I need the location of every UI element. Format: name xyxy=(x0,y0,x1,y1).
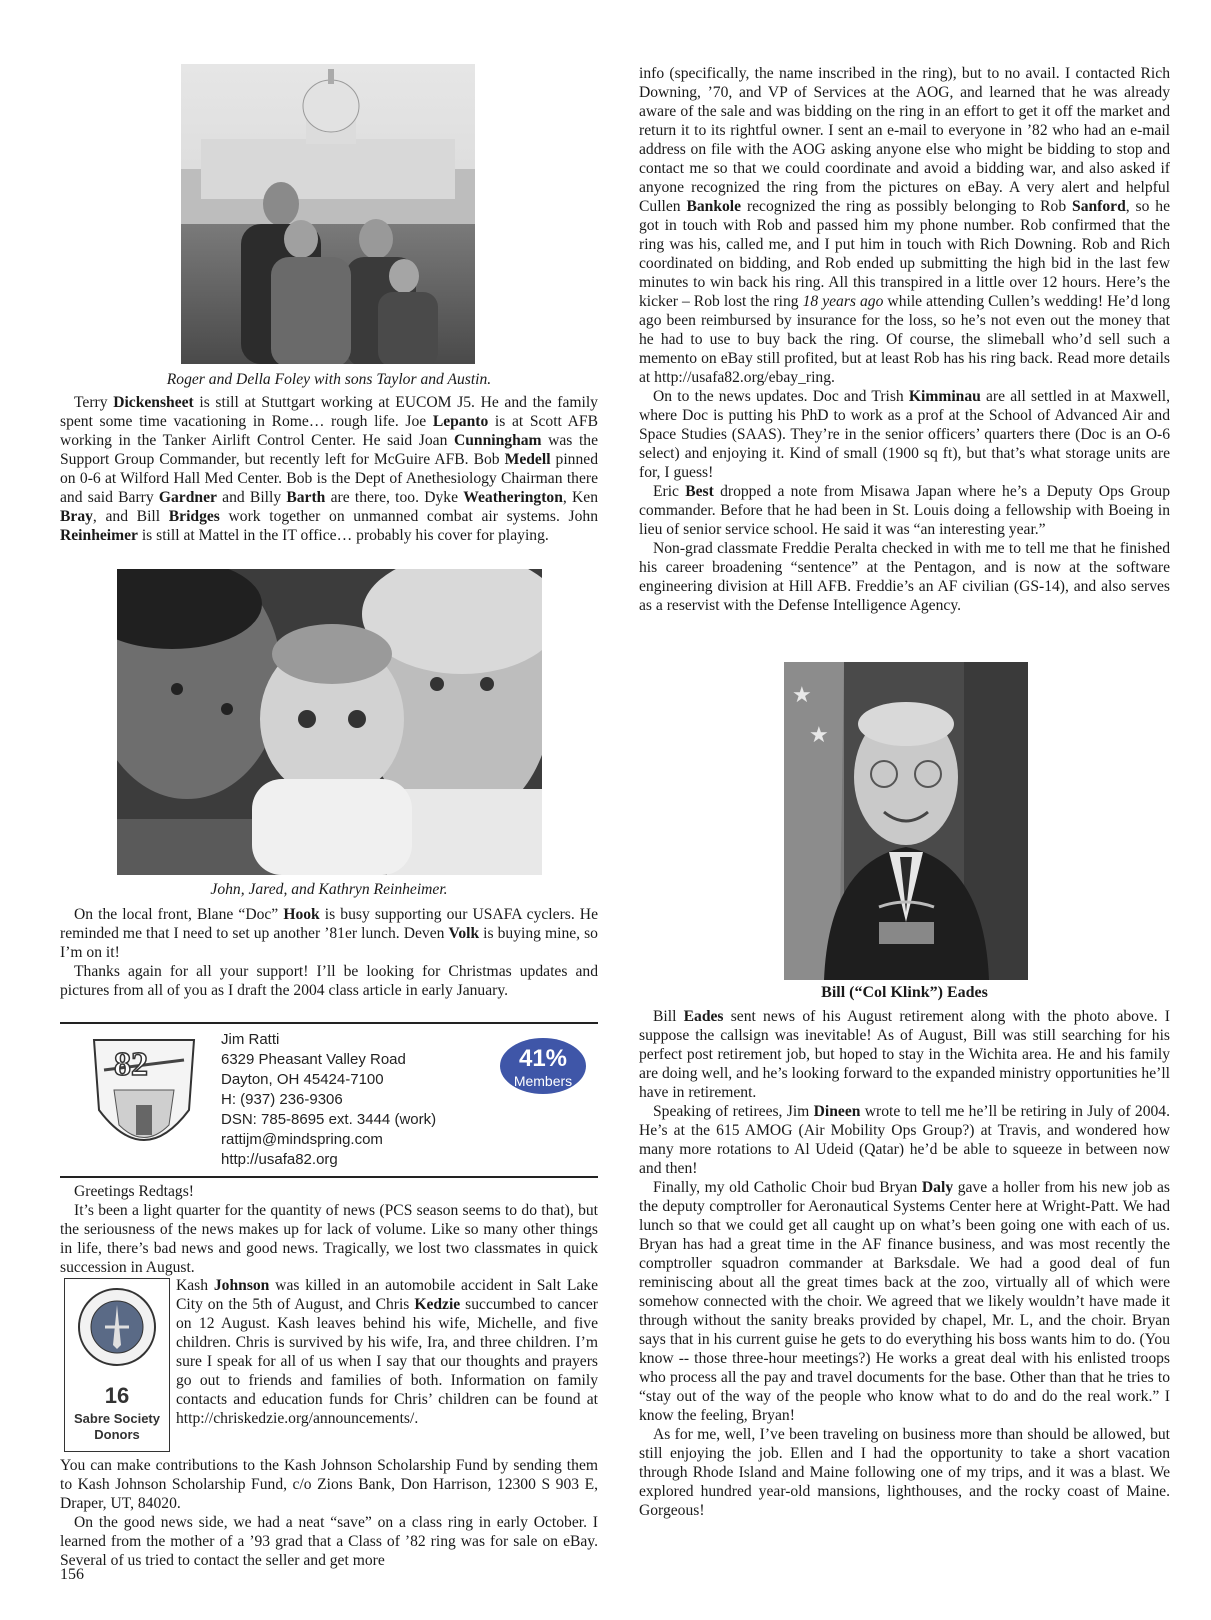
paragraph-kimminau: On to the news updates. Doc and Trish Kimminau are all settled in at Maxwell, where Doc is putting his PhD to work as a prof at the School of Advanced Air and Space Studies (SAAS). They’re in the senior officers’ quarters there (Doc is an O-6 select) and enjoying it. Kind of small (1900 sq ft), but that’s what storage units are for, I guess! xyxy=(639,388,1170,481)
sabre-label xyxy=(65,1411,169,1443)
caption-eades: Bill (“Col Klink”) Eades xyxy=(821,984,988,1001)
paragraph-scholarship-fund: You can make contributions to the Kash Johnson Scholarship Fund by sending them to Kash Johnson Scholarship Fund, c/o Zions Bank, Don Harrison, 12300 S 903 E, Draper, UT, 84020. xyxy=(60,1457,598,1512)
paragraph-for-me: As for me, well, I’ve been traveling on business more than should be allowed, but still enjoying the job. Ellen and I had the opportunity to take a short vacation through Rhode Island and Maine following one of my trips, and it was a blast. We explored hundred year-old mansions, lighthouses, and the rocky coast of Maine. Gorgeous! xyxy=(639,1426,1170,1519)
scribe-name: Jim Ratti xyxy=(221,1031,280,1048)
caption-reinheimer: John, Jared, and Kathryn Reinheimer. xyxy=(210,881,448,898)
left-column-block-5 xyxy=(60,1456,598,1570)
caption-foley: Roger and Della Foley with sons Taylor and Austin. xyxy=(166,371,492,388)
paragraph-eades: Bill Eades sent news of his August retirement along with the photo above. I suppose the callsign was inevitable! As of August, Bill was still searching for his perfect post retirement job, but hoped to stay in the Wichita area. He and his family are doing well, and he’s looking forward to the expanded ministry opportunities he’ll have in retirement. xyxy=(639,1008,1170,1101)
right-column-block-2 xyxy=(639,1007,1170,1520)
page-number: 156 xyxy=(60,1566,84,1583)
photo-foley-family xyxy=(181,64,475,364)
sabre-label-line1: Sabre Society xyxy=(74,1411,160,1426)
svg-text:★: ★ xyxy=(809,723,829,748)
svg-text:★: ★ xyxy=(792,683,812,708)
members-badge xyxy=(500,1038,586,1094)
paragraph-dineen: Speaking of retirees, Jim Dineen wrote to tell me he’ll be retiring in July of 2004. He’s at the 615 AMOG (Air Mobility Ops Group?) at Travis, and wondered how many more rotations to Al Udeid (Qatar) he’d be able to squeeze in between now and then! xyxy=(639,1103,1170,1177)
members-label: Members xyxy=(513,1073,573,1089)
scribe-website[interactable]: http://usafa82.org xyxy=(221,1151,338,1168)
scribe-street: 6329 Pheasant Valley Road xyxy=(221,1051,406,1068)
right-column-block-1 xyxy=(639,64,1170,615)
scribe-email[interactable]: rattijm@mindspring.com xyxy=(221,1131,383,1148)
paragraph-light-quarter: It’s been a light quarter for the quantity of news (PCS season seems to do that), but the seriousness of the news makes up for lack of volume. Like so many other things in life, there’s bad news and good news. Tragically, we lost two classmates in quick succession in August. xyxy=(60,1202,598,1276)
scribe-home-phone: H: (937) 236-9306 xyxy=(221,1091,343,1108)
members-percent: 41% xyxy=(518,1045,568,1072)
sabre-label-line2: Donors xyxy=(94,1427,140,1442)
paragraph-kash-kedzie: Kash Johnson was killed in an automobile accident in Salt Lake City on the 5th of August, and Chris Kedzie succumbed to cancer on 12 August. Kash leaves behind his wife, Michelle, and five children. Chris is survived by his wife, Ira, and three children. I’m sure I speak for all of us when I say that our thoughts and prayers go out to friends and families of both. Information on family contacts and education funds for Chris’ children can be found at http://chriskedzie.org/announcements/. xyxy=(176,1277,598,1427)
class-crest-text: 82 xyxy=(114,1046,148,1083)
left-column-block-4 xyxy=(176,1276,598,1428)
class-crest xyxy=(84,1030,204,1170)
greeting: Greetings Redtags! xyxy=(74,1183,194,1200)
paragraph-peralta: Non-grad classmate Freddie Peralta checked in with me to tell me that he finished his career broadening “sentence” at the Pentagon, and is now at the software engineering division at Hill AFB. Freddie’s an AF civilian (GS-14), and also serves as a reservist with the Defense Intelligence Agency. xyxy=(639,540,1170,614)
class-address-box xyxy=(60,1022,598,1178)
left-column-block-3 xyxy=(60,1182,598,1277)
paragraph-daly: Finally, my old Catholic Choir bud Bryan Daly gave a holler from his new job as the deputy comptroller for Aeronautical Systems Center here at Wright-Patt. We had lunch so that we could get all caught up on what’s been going one with each of us. Bryan has had a great time in the AF finance business, and was most recently the comptroller squadron commander at Barksdale. We had a good deal of fun reminiscing about all the great times back at the zoo, virtually all of which were somehow connected with the choir. We agreed that we likely wouldn’t have made it through without the sanity breaks provided by chapel, Mr. L, and the choir. Bryan says that in his current guise he gets to do everything his boss wants him to do. (You know -- those three-hour meetings?) He works a great deal with his enlisted troops who process all the pay and travel documents for the base. Other than that he tries to “stay out of the way of the people who know what to do and do the real work.” I know the feeling, Bryan! xyxy=(639,1179,1170,1424)
paragraph-hook: On the local front, Blane “Doc” Hook is busy supporting our USAFA cyclers. He reminded me that I need to set up another ’81er lunch. Deven Volk is buying mine, so I’m on it! xyxy=(60,906,598,961)
photo-bill-eades xyxy=(784,662,1028,980)
paragraph-ring-story: info (specifically, the name inscribed in the ring), but to no avail. I contacted Rich Downing, ’70, and VP of Services at the AOG, and learned that he was already aware of the sale and was bidding on the ring in an effort to get it off the market and return it to its rightful owner. I sent an e-mail to everyone in ’82 who had an e-mail address on file with the AOG asking anyone else who might be bidding to stop and contact me so that we could coordinate and avoid a bidding war, and also asked if anyone recognized the ring from the pictures on eBay. A very alert and helpful Cullen Bankole recognized the ring as possibly belonging to Rob Sanford, so he got in touch with Rob and passed him my phone number. Rob confirmed that the ring was his, called me, and I put him in touch with Rich Downing. Rob and Rich coordinated on bidding, and Rob ended up submitting the high bid in the last few minutes to win back his ring. All this transpired in a little over 12 hours. Here’s the kicker – Rob lost the ring 18 years ago while attending Cullen’s wedding! He’d long ago been reimbursed by insurance for the loss, so he’s not even out the money that he had to use to buy back the ring. Of course, the slimeball who’d sell such a memento on eBay still profited, but at least Rob has his ring back. Read more details at http://usafa82.org/ebay_ring. xyxy=(639,65,1171,386)
sabre-society-box xyxy=(64,1278,170,1452)
scribe-city: Dayton, OH 45424-7100 xyxy=(221,1071,384,1088)
address-lines xyxy=(221,1030,436,1170)
sabre-donor-count: 16 xyxy=(104,1383,130,1408)
paragraph-thanks: Thanks again for all your support! I’ll be looking for Christmas updates and pictures from all of you as I draft the 2004 class article in early January. xyxy=(60,963,598,999)
paragraph-best: Eric Best dropped a note from Misawa Japan where he’s a Deputy Ops Group commander. Before that he had been in St. Louis doing a fellowship with Boeing in lieu of senior service school. He said it was “an interesting year.” xyxy=(639,483,1170,538)
sabre-society-seal xyxy=(77,1287,157,1367)
paragraph-dickensheet: Terry Dickensheet is still at Stuttgart working at EUCOM J5. He and the family spent some time vacationing in Rome… rough life. Joe Lepanto is at Scott AFB working in the Tanker Airlift Control Center. He said Joan Cunningham was the Support Group Commander, but recently left for McGuire AFB. Bob Medell pinned on 0-6 at Wilford Hall Med Center. Bob is the Dept of Anethesiology Chairman there and said Barry Gardner and Billy Barth are there, too. Dyke Weatherington, Ken Bray, and Bill Bridges work together on unmanned combat air systems. John Reinheimer is still at Mattel in the IT office… probably his cover for playing. xyxy=(60,394,598,544)
scribe-dsn: DSN: 785-8695 ext. 3444 (work) xyxy=(221,1111,437,1128)
photo-reinheimer-family xyxy=(117,569,542,875)
paragraph-class-ring: On the good news side, we had a neat “save” on a class ring in early October. I learned from the mother of a ’93 grad that a Class of ’82 ring was for sale on eBay. Several of us tried to contact the seller and get more xyxy=(60,1514,598,1569)
left-column-block-1 xyxy=(60,393,598,545)
left-column-block-2 xyxy=(60,905,598,1000)
